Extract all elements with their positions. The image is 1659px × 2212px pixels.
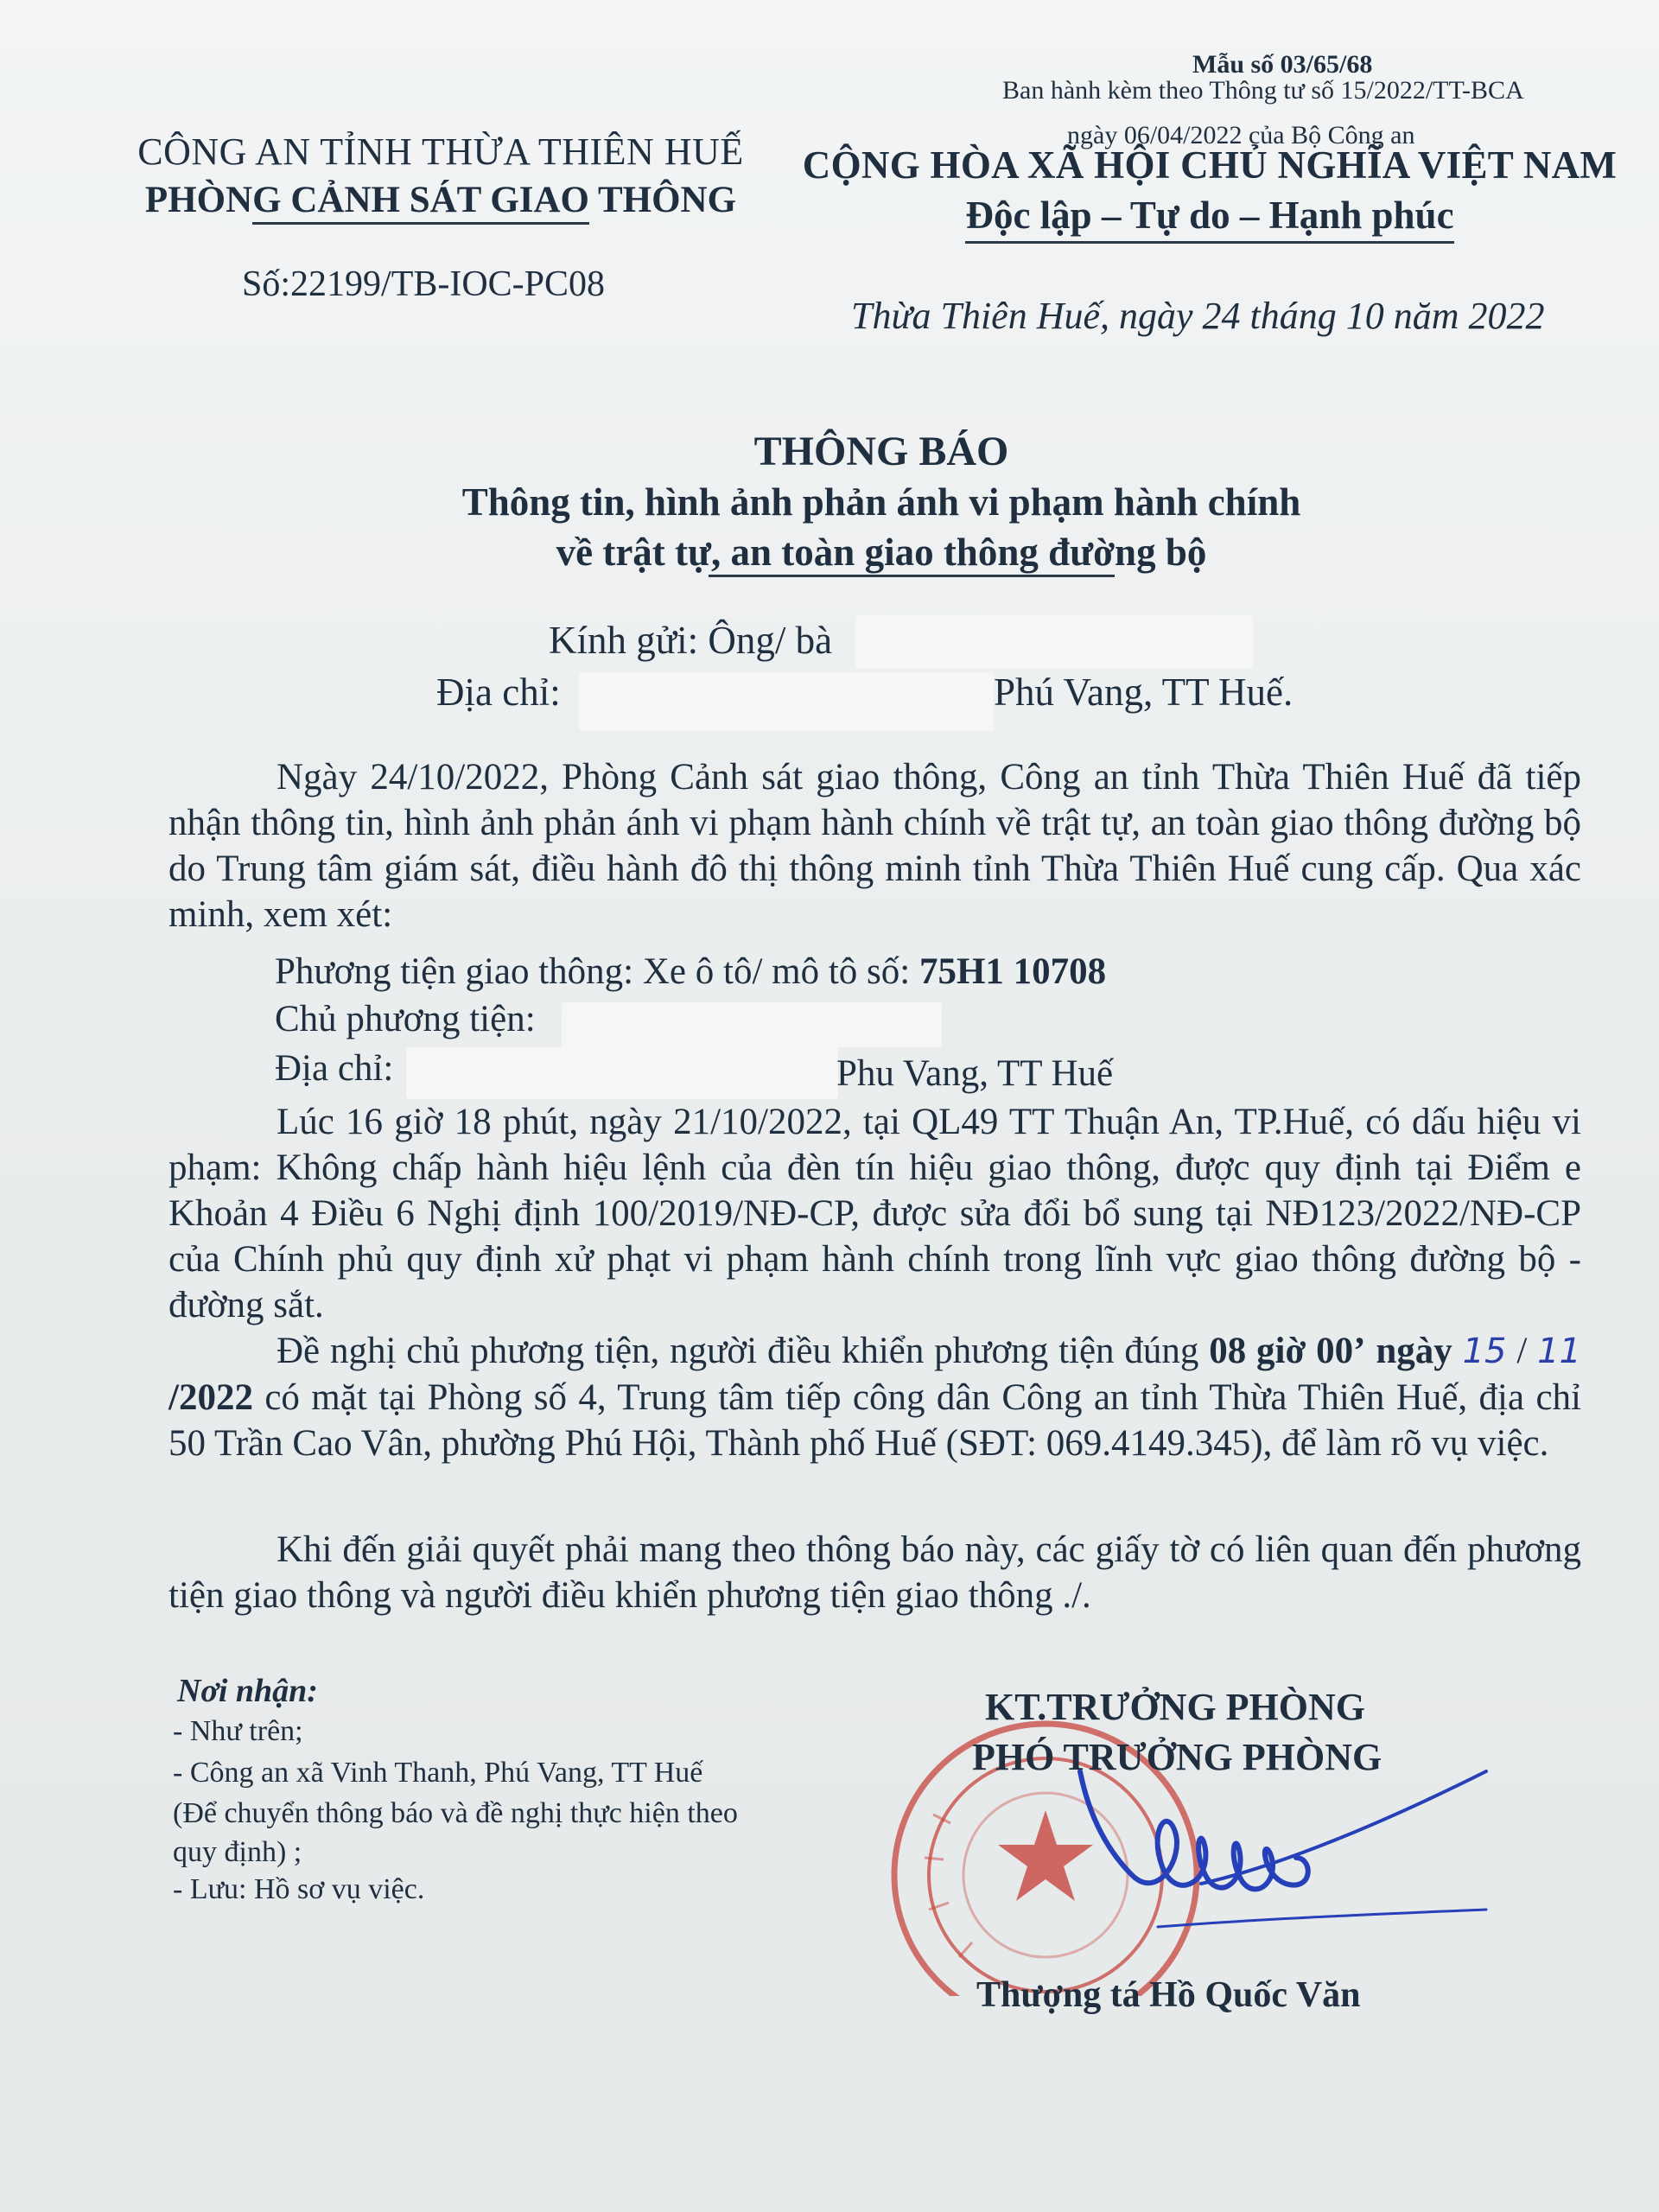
redacted-recipient-address [579, 672, 994, 731]
paragraph-violation [168, 1099, 1581, 1328]
appointment-time: 08 giờ 00’ [1209, 1331, 1366, 1371]
agency-name-underlined: G CẢNH SÁT GIAO [252, 180, 589, 225]
agency-name-part: PHÒN [144, 180, 253, 220]
owner-address-line [275, 1047, 393, 1090]
owner-address-label: Địa chỉ: [275, 1048, 394, 1089]
redacted-owner-address [406, 1047, 838, 1099]
appointment-year: /2022 [168, 1377, 253, 1418]
owner-label: Chủ phương tiện: [275, 999, 536, 1039]
vehicle-label: Phương tiện giao thông: Xe ô tô/ mô tô số: [275, 951, 919, 992]
national-motto: Độc lập – Tự do – Hạnh phúc [965, 193, 1453, 244]
form-code: Mẫu số 03/65/68 [1192, 50, 1373, 79]
recipient-item: - Công an xã Vinh Thanh, Phú Vang, TT Huế [173, 1757, 703, 1789]
recipient-item: - Lưu: Hồ sơ vụ việc. [173, 1873, 425, 1905]
parent-agency: CÔNG AN TỈNH THỪA THIÊN HUẾ [137, 130, 744, 173]
handwritten-day: 15 [1462, 1332, 1507, 1371]
document-number: Số:22199/TB-IOC-PC08 [242, 264, 606, 304]
handwritten-signature [1054, 1754, 1503, 1979]
recipients-title: Nơi nhận: [177, 1673, 318, 1709]
agency-name-part: THÔNG [589, 180, 737, 220]
paragraph-summons [168, 1328, 1581, 1466]
recipient-address-tail: Phú Vang, TT Huế. [994, 671, 1294, 714]
paragraph-intro [168, 754, 1581, 938]
owner-address-tail: Phu Vang, TT Huế [836, 1053, 1114, 1094]
address-label: Địa chỉ: [436, 671, 561, 714]
place-and-date: Thừa Thiên Huế, ngày 24 tháng 10 năm 2022 [851, 295, 1545, 337]
issuing-agency [130, 130, 752, 221]
summons-rest: có mặt tại Phòng số 4, Trung tâm tiếp công dân Công an tỉnh Thừa Thiên Huế, địa chỉ 50 Trần Cao Vân, phường Phú Hội, Thành phố Huế (SĐT: 069.4149.345), để làm rõ vụ việc. [168, 1377, 1581, 1464]
vehicle-plate: 75H1 10708 [918, 951, 1107, 992]
paragraph-requirements [168, 1527, 1581, 1618]
national-heading [795, 143, 1624, 244]
document-subtitle-line1: Thông tin, hình ảnh phản ánh vi phạm hành chính [461, 480, 1301, 524]
subtitle-underline [709, 575, 1115, 577]
redacted-recipient-name [855, 615, 1253, 669]
appointment-day-label: ngày [1376, 1331, 1463, 1371]
signature-title-line2: PHÓ TRƯỞNG PHÒNG [972, 1736, 1382, 1778]
recipient-item: - Như trên; [173, 1715, 303, 1747]
recipient-address-line [436, 670, 561, 715]
agency-name [130, 179, 752, 221]
document-subtitle-line2: về trật tự, an toàn giao thông đường bộ [556, 531, 1207, 574]
recipient-line [549, 618, 832, 663]
requirements-text: Khi đến giải quyết phải mang theo thông báo này, các giấy tờ có liên quan đến phương tiện giao thông và người điều khiển phương tiện giao thông ./. [168, 1529, 1581, 1616]
recipient-item: (Để chuyển thông báo và đề nghị thực hiện theo [173, 1797, 738, 1829]
recipient-label: Kính gửi: Ông/ bà [549, 619, 833, 662]
handwritten-month: 11 [1537, 1332, 1582, 1371]
violation-text: Lúc 16 giờ 18 phút, ngày 21/10/2022, tại QL49 TT Thuận An, TP.Huế, có dấu hiệu vi phạm: Không chấp hành hiệu lệnh của đèn tín hiệu giao thông, được quy định tại Điểm e Khoản 4 Điều 6 Nghị định 100/2019/NĐ-CP, được sửa đổi bổ sung tại NĐ123/2022/NĐ-CP của Chính phủ quy định xử phạt vi phạm hành chính trong lĩnh vực giao thông đường bộ - đường sắt. [168, 1102, 1581, 1325]
signature-title-line1: KT.TRƯỞNG PHÒNG [985, 1686, 1365, 1728]
nation-name: CỘNG HÒA XÃ HỘI CHỦ NGHĨA VIỆT NAM [802, 143, 1618, 187]
summons-start: Đề nghị chủ phương tiện, người điều khiển phương tiện đúng [276, 1331, 1210, 1371]
vehicle-line [275, 950, 1106, 993]
summons-text [168, 1328, 1581, 1466]
redacted-owner-name [562, 1002, 942, 1047]
signer-name: Thượng tá Hồ Quốc Văn [976, 1975, 1361, 2015]
intro-text: Ngày 24/10/2022, Phòng Cảnh sát giao thông, Công an tỉnh Thừa Thiên Huế đã tiếp nhận thông tin, hình ảnh phản ánh vi phạm hành chính về trật tự, an toàn giao thông đường bộ do Trung tâm giám sát, điều hành đô thị thông minh tỉnh Thừa Thiên Huế cung cấp. Qua xác minh, xem xét: [168, 757, 1581, 935]
recipient-item: quy định) ; [173, 1836, 302, 1868]
document-title: THÔNG BÁO [753, 429, 1009, 474]
form-note-line2: ngày 06/04/2022 của Bộ Công an [1067, 121, 1415, 149]
date-separator: / [1506, 1331, 1538, 1371]
form-note-line1: Ban hành kèm theo Thông tư số 15/2022/TT-BCA [1002, 76, 1524, 105]
owner-line [275, 998, 536, 1040]
